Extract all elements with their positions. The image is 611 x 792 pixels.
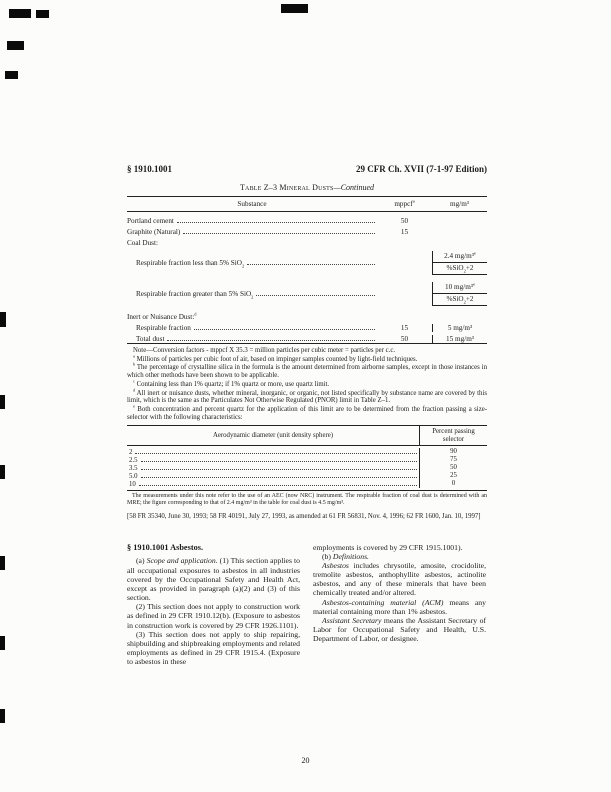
- table-row: 10 0: [127, 480, 487, 488]
- dotted-leader: [177, 222, 375, 223]
- size-selector-body: [127, 446, 487, 490]
- page-content: [127, 164, 487, 666]
- scan-artifact: [0, 636, 5, 650]
- scan-artifact: [0, 395, 5, 409]
- footnote-b: $^b$ The percentage of crystalline silica in the formula is the amount determined from airborne samples, except in those instances in which other methods have been shown to be applicable.: [127, 362, 487, 380]
- footnote-a: $^a$ Millions of particles per cubic foot of air, based on impinger samples counted by light-field techniques.: [133, 353, 418, 363]
- table-row-group: Inert or Nuisance Dust:$^d$: [127, 311, 197, 321]
- scan-artifact: [9, 9, 31, 18]
- footnote-d: $^d$ All inert or nuisance dusts, whether mineral, inorganic, or organic, not listed specifically by substance name are covered by this limit, which is the same as the Particulates Not Otherwise Regulated (PNOR) limit in Table Z–1.: [127, 387, 487, 405]
- dotted-leader: [256, 295, 375, 296]
- column-header-mppcf: mppcf$^a$: [394, 198, 415, 208]
- selector-table-fine-print: The measurements under this note refer to the use of an AEC (now NRC) instrument. The respirable fraction of coal dust is determined with an MRE; the figure corresponding to that of 2.4 mg/m³ in the table for coal dust is 4.5 mg/m³.: [127, 493, 487, 507]
- table-row: 2 90: [127, 448, 487, 456]
- scan-artifact: [5, 71, 18, 79]
- edition-title: 29 CFR Ch. XVII (7-1-97 Edition): [355, 164, 487, 174]
- table-z3: [127, 196, 487, 344]
- table-z3-title: Table Z–3 Mineral Dusts—Continued: [239, 183, 375, 192]
- dotted-leader: [141, 461, 418, 462]
- dotted-leader: [194, 329, 375, 330]
- table-row: Portland cement 50: [127, 217, 409, 225]
- paragraph: (b) Definitions.: [322, 551, 369, 561]
- table-row: Total dust 50 15 mg/m³: [127, 332, 487, 343]
- dotted-leader: [141, 469, 418, 470]
- column-header-mg: mg/m³: [450, 200, 469, 208]
- paragraph: Asbestos includes chrysotile, amosite, crocidolite, tremolite asbestos, anthophyllite asbestos, actinolite asbestos, and any of these minerals that have been chemically treated and/or altered.: [313, 560, 486, 598]
- column-header-substance: Substance: [237, 200, 267, 208]
- column-header-diameter: Aerodynamic diameter (unit density sphere): [212, 432, 334, 440]
- dotted-leader: [183, 233, 375, 234]
- table-note: Note—Conversion factors - mppcf X 35.3 = million particles per cubic meter = particles per c.c.: [133, 347, 396, 354]
- table-row: 2.5 75: [127, 456, 487, 464]
- paragraph-continuation: employments is covered by 29 CFR 1915.1001).: [313, 542, 463, 552]
- table-row: 3.5 50: [127, 464, 487, 472]
- scan-artifact: [0, 556, 5, 570]
- scan-artifact: [7, 41, 24, 50]
- table-row: Graphite (Natural) 15: [127, 228, 409, 236]
- fraction-cell: 2.4 mg/m³$^e$ %SiO$_2$+2: [432, 251, 487, 275]
- column-header-percent: Percent passing selector: [419, 426, 487, 445]
- right-column: [313, 543, 486, 667]
- paragraph: (a) Scope and application. (1) This section applies to all occupational exposures to asbestos in all industries covered by the Occupational Safety and Health Act, except as provided in paragraph (a)(2) and (3) of this section.: [127, 556, 300, 603]
- left-column: [127, 543, 300, 667]
- footnote-e: $^e$ Both concentration and percent quartz for the application of this limit are to be determined from the fraction passing a size-selector with the following characteristics:: [127, 403, 487, 421]
- fraction-cell: 10 mg/m³$^e$ %SiO$_2$+2: [432, 282, 487, 306]
- table-row: Respirable fraction less than 5% SiO$_2$ 2.4 mg/m³$^e$ %SiO$_2$+2: [127, 248, 487, 278]
- paragraph: (2) This section does not apply to construction work as defined in 29 CFR 1910.12(b). (Exposure to asbestos in construction work is covered by 29 CFR 1926.1101).: [127, 602, 300, 630]
- paragraph: Asbestos-containing material (ACM) means any material containing more than 1% asbestos.: [313, 597, 486, 616]
- size-selector-header: [127, 426, 487, 446]
- table-z3-body: [127, 212, 487, 343]
- dotted-leader: [247, 264, 375, 265]
- table-z3-header: [127, 196, 487, 212]
- dotted-leader: [141, 477, 418, 478]
- table-row: Respirable fraction 15 5 mg/m³: [127, 321, 487, 332]
- regulation-body: [127, 543, 487, 667]
- scan-artifact: [0, 465, 5, 479]
- federal-register-citation: [58 FR 35340, June 30, 1993; 58 FR 40191, July 27, 1993, as amended at 61 FR 56831, Nov. 4, 1996; 62 FR 1600, Jan. 10, 1997]: [127, 513, 481, 521]
- dotted-leader: [135, 453, 417, 454]
- scan-artifact: [36, 10, 49, 18]
- table-row: 5.0 25: [127, 472, 487, 480]
- scan-artifact: [281, 4, 308, 13]
- scan-artifact: [0, 709, 5, 723]
- size-selector-table: [127, 425, 487, 491]
- scan-artifact: [0, 312, 6, 327]
- dotted-leader: [139, 485, 417, 486]
- dotted-leader: [167, 340, 375, 341]
- table-row: Respirable fraction greater than 5% SiO$_2$ 10 mg/m³$^e$ %SiO$_2$+2: [127, 279, 487, 309]
- page-number: 20: [301, 756, 310, 765]
- section-number: § 1910.1001: [127, 164, 172, 174]
- table-row-group: Coal Dust:: [127, 239, 158, 247]
- paragraph: Assistant Secretary means the Assistant Secretary of Labor for Occupational Safety and Health, U.S. Department of Labor, or designee.: [313, 615, 487, 644]
- paragraph: (3) This section does not apply to ship repairing, shipbuilding and shipbreaking employments and related employments as defined in 29 CFR 1915.4. (Exposure to asbestos in these: [127, 629, 300, 667]
- footnote-c: $^c$ Containing less than 1% quartz; if 1% quartz or more, use quartz limit.: [133, 378, 330, 388]
- running-header: [127, 164, 487, 174]
- section-heading: § 1910.1001 Asbestos.: [127, 542, 204, 552]
